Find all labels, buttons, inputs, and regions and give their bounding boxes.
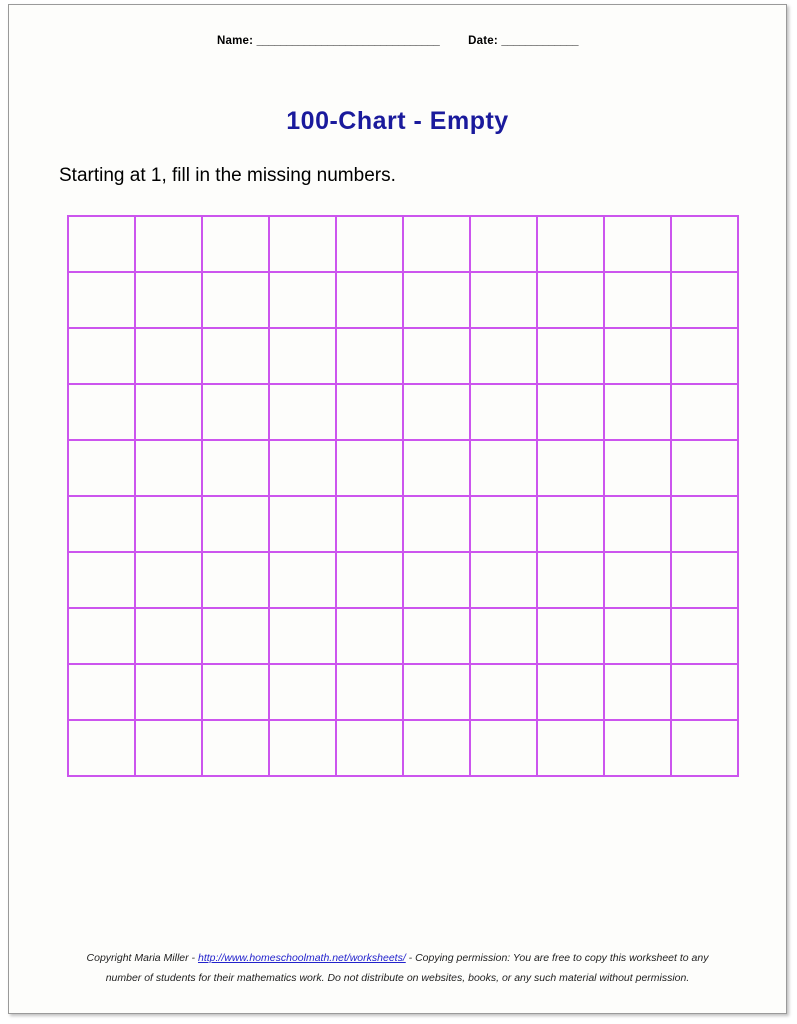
chart-cell[interactable] bbox=[135, 664, 202, 720]
chart-cell[interactable] bbox=[403, 496, 470, 552]
footer-line-2: number of students for their mathematics work. Do not distribute on websites, books, or any such material without permission. bbox=[105, 972, 690, 985]
chart-cell[interactable] bbox=[403, 720, 470, 776]
chart-cell[interactable] bbox=[68, 216, 135, 272]
copyright-text-pre: Copyright Maria Miller - bbox=[86, 952, 198, 965]
chart-cell[interactable] bbox=[470, 608, 537, 664]
chart-cell[interactable] bbox=[269, 552, 336, 608]
chart-cell[interactable] bbox=[336, 608, 403, 664]
date-label: Date: bbox=[468, 35, 498, 47]
chart-cell[interactable] bbox=[604, 552, 671, 608]
chart-cell[interactable] bbox=[336, 216, 403, 272]
table-row bbox=[68, 608, 738, 664]
table-row bbox=[68, 272, 738, 328]
chart-cell[interactable] bbox=[202, 328, 269, 384]
chart-cell[interactable] bbox=[470, 272, 537, 328]
chart-cell[interactable] bbox=[537, 440, 604, 496]
chart-cell[interactable] bbox=[68, 552, 135, 608]
chart-cell[interactable] bbox=[269, 216, 336, 272]
chart-cell[interactable] bbox=[202, 440, 269, 496]
chart-cell[interactable] bbox=[671, 552, 738, 608]
table-row bbox=[68, 216, 738, 272]
chart-cell[interactable] bbox=[604, 216, 671, 272]
chart-cell[interactable] bbox=[604, 496, 671, 552]
chart-cell[interactable] bbox=[336, 440, 403, 496]
page-title: 100-Chart - Empty bbox=[286, 107, 509, 135]
table-row bbox=[68, 440, 738, 496]
footer bbox=[9, 949, 786, 989]
chart-cell[interactable] bbox=[269, 608, 336, 664]
chart-cell[interactable] bbox=[671, 272, 738, 328]
chart-cell[interactable] bbox=[537, 216, 604, 272]
worksheets-link[interactable]: http://www.homeschoolmath.net/worksheets/ bbox=[197, 952, 406, 965]
chart-cell[interactable] bbox=[68, 440, 135, 496]
chart-cell[interactable] bbox=[604, 608, 671, 664]
chart-cell[interactable] bbox=[403, 552, 470, 608]
chart-cell[interactable] bbox=[537, 384, 604, 440]
table-row bbox=[68, 496, 738, 552]
chart-cell[interactable] bbox=[470, 384, 537, 440]
chart-cell[interactable] bbox=[537, 496, 604, 552]
chart-cell[interactable] bbox=[470, 552, 537, 608]
chart-cell[interactable] bbox=[537, 664, 604, 720]
chart-cell[interactable] bbox=[336, 720, 403, 776]
chart-cell[interactable] bbox=[403, 384, 470, 440]
chart-cell[interactable] bbox=[202, 272, 269, 328]
chart-cell[interactable] bbox=[403, 328, 470, 384]
chart-cell[interactable] bbox=[671, 440, 738, 496]
table-row bbox=[68, 720, 738, 776]
chart-cell[interactable] bbox=[403, 216, 470, 272]
chart-cell[interactable] bbox=[135, 608, 202, 664]
hundred-chart-table bbox=[67, 215, 739, 777]
chart-cell[interactable] bbox=[135, 440, 202, 496]
chart-cell[interactable] bbox=[336, 328, 403, 384]
name-label: Name: bbox=[217, 35, 254, 47]
chart-cell[interactable] bbox=[135, 328, 202, 384]
chart-cell[interactable] bbox=[68, 496, 135, 552]
chart-cell[interactable] bbox=[336, 664, 403, 720]
chart-cell[interactable] bbox=[470, 328, 537, 384]
chart-cell[interactable] bbox=[269, 496, 336, 552]
chart-cell[interactable] bbox=[671, 720, 738, 776]
instructions-text: Starting at 1, fill in the missing numbers. bbox=[59, 165, 396, 186]
chart-cell[interactable] bbox=[135, 216, 202, 272]
chart-cell[interactable] bbox=[671, 664, 738, 720]
chart-cell[interactable] bbox=[269, 440, 336, 496]
chart-cell[interactable] bbox=[135, 272, 202, 328]
chart-cell[interactable] bbox=[68, 608, 135, 664]
chart-cell[interactable] bbox=[68, 720, 135, 776]
footer-line-1 bbox=[9, 949, 786, 969]
chart-cell[interactable] bbox=[269, 272, 336, 328]
chart-cell[interactable] bbox=[68, 664, 135, 720]
chart-cell[interactable] bbox=[403, 608, 470, 664]
chart-cell[interactable] bbox=[336, 384, 403, 440]
chart-cell[interactable] bbox=[537, 328, 604, 384]
chart-cell[interactable] bbox=[336, 272, 403, 328]
chart-cell[interactable] bbox=[336, 496, 403, 552]
chart-cell[interactable] bbox=[604, 384, 671, 440]
table-row bbox=[68, 664, 738, 720]
chart-cell[interactable] bbox=[135, 552, 202, 608]
chart-cell[interactable] bbox=[671, 216, 738, 272]
hundred-chart-grid bbox=[67, 215, 739, 777]
chart-cell[interactable] bbox=[135, 720, 202, 776]
chart-cell[interactable] bbox=[470, 440, 537, 496]
chart-cell[interactable] bbox=[403, 272, 470, 328]
name-date-row bbox=[9, 35, 786, 47]
chart-cell[interactable] bbox=[68, 272, 135, 328]
chart-cell[interactable] bbox=[336, 552, 403, 608]
chart-cell[interactable] bbox=[604, 328, 671, 384]
chart-cell[interactable] bbox=[470, 216, 537, 272]
copyright-text-post: - Copying permission: You are free to copy this worksheet to any bbox=[405, 952, 709, 965]
chart-cell[interactable] bbox=[135, 384, 202, 440]
chart-cell[interactable] bbox=[537, 720, 604, 776]
date-blank-line: _____________ bbox=[501, 35, 578, 47]
worksheet-page bbox=[8, 4, 787, 1014]
chart-cell[interactable] bbox=[537, 272, 604, 328]
chart-cell[interactable] bbox=[68, 384, 135, 440]
chart-cell[interactable] bbox=[202, 664, 269, 720]
chart-cell[interactable] bbox=[403, 664, 470, 720]
chart-cell[interactable] bbox=[470, 720, 537, 776]
name-blank-line: _______________________________ bbox=[256, 35, 440, 47]
chart-cell[interactable] bbox=[537, 552, 604, 608]
chart-cell[interactable] bbox=[269, 720, 336, 776]
chart-cell[interactable] bbox=[269, 328, 336, 384]
chart-cell[interactable] bbox=[135, 496, 202, 552]
table-row bbox=[68, 328, 738, 384]
chart-cell[interactable] bbox=[604, 720, 671, 776]
chart-cell[interactable] bbox=[470, 664, 537, 720]
table-row bbox=[68, 552, 738, 608]
chart-cell[interactable] bbox=[68, 328, 135, 384]
chart-cell[interactable] bbox=[269, 664, 336, 720]
chart-cell[interactable] bbox=[604, 272, 671, 328]
chart-cell[interactable] bbox=[202, 384, 269, 440]
chart-cell[interactable] bbox=[202, 496, 269, 552]
table-row bbox=[68, 384, 738, 440]
chart-cell[interactable] bbox=[671, 384, 738, 440]
chart-cell[interactable] bbox=[202, 720, 269, 776]
chart-cell[interactable] bbox=[202, 552, 269, 608]
chart-cell[interactable] bbox=[403, 440, 470, 496]
hundred-chart-body bbox=[68, 216, 738, 776]
chart-cell[interactable] bbox=[604, 440, 671, 496]
chart-cell[interactable] bbox=[202, 216, 269, 272]
chart-cell[interactable] bbox=[470, 496, 537, 552]
chart-cell[interactable] bbox=[671, 608, 738, 664]
chart-cell[interactable] bbox=[202, 608, 269, 664]
chart-cell[interactable] bbox=[269, 384, 336, 440]
chart-cell[interactable] bbox=[604, 664, 671, 720]
chart-cell[interactable] bbox=[537, 608, 604, 664]
chart-cell[interactable] bbox=[671, 496, 738, 552]
chart-cell[interactable] bbox=[671, 328, 738, 384]
